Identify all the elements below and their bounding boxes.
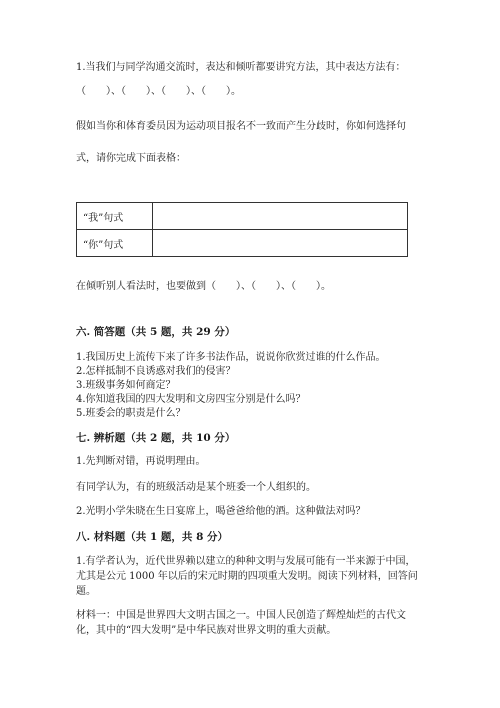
section7-heading: 七. 辨析题（共 2 题，共 10 分） — [76, 432, 236, 444]
section6-item: 4.你知道我国的四大发明和文房四宝分别是什么吗？ — [76, 394, 306, 405]
section7-statement: 有同学认为，有的班级活动是某个班委一个人组织的。 — [76, 482, 316, 493]
section6-item: 3.班级事务如何商定？ — [76, 380, 176, 391]
section7-q2: 2.光明小学朱晓在生日宴席上，喝爸爸给他的酒。这种做法对吗？ — [76, 506, 366, 517]
section8-intro-line3: 题。 — [76, 586, 96, 597]
section7-instruction: 1.先判断对错，再说明理由。 — [76, 456, 206, 467]
table-row — [77, 203, 408, 230]
table-answer-ni[interactable] — [153, 230, 408, 257]
table-row — [77, 230, 408, 257]
table-label-ni: “你”句式 — [77, 230, 153, 257]
q3-text[interactable]: 在倾听别人看法时，也要做到（ ）、（ ）、（ ）。 — [76, 281, 331, 292]
section8-heading: 八. 材料题（共 1 题，共 8 分） — [76, 531, 229, 543]
section8-intro-line2: 尤其是公元 1000 年以后的宋元时期的四项重大发明。阅读下列材料，回答问 — [76, 571, 418, 582]
table-label-wo: “我”句式 — [77, 203, 153, 230]
section8-intro-line1: 1.有学者认为，近代世界赖以建立的种种文明与发展可能有一半来源于中国， — [76, 556, 416, 567]
q2-text-line2: 式，请你完成下面表格： — [76, 153, 186, 164]
q2-text-line1: 假如当你和体育委员因为运动项目报名不一致而产生分歧时，你如何选择句 — [76, 121, 406, 132]
q1-blanks[interactable]: （ ）、（ ）、（ ）、（ ）。 — [76, 86, 241, 97]
table-answer-wo[interactable] — [153, 203, 408, 230]
q1-prompt: 1.当我们与同学沟通交流时，表达和倾听都要讲究方法，其中表达方法有： — [76, 62, 406, 73]
section6-heading: 六. 简答题（共 5 题，共 29 分） — [76, 326, 236, 338]
sentence-pattern-table — [76, 202, 408, 257]
section8-material-line2: 化，其中的“四大发明”是中华民族对世界文明的重大贡献。 — [76, 625, 337, 636]
section6-item: 1.我国历史上流传下来了许多书法作品，说说你欣赏过谁的什么作品。 — [76, 352, 386, 363]
section6-item: 2.怎样抵制不良诱惑对我们的侵害？ — [76, 366, 236, 377]
section6-item: 5.班委会的职责是什么？ — [76, 408, 186, 419]
section8-material-line1: 材料一：中国是世界四大文明古国之一。中国人民创造了辉煌灿烂的古代文 — [76, 610, 406, 621]
